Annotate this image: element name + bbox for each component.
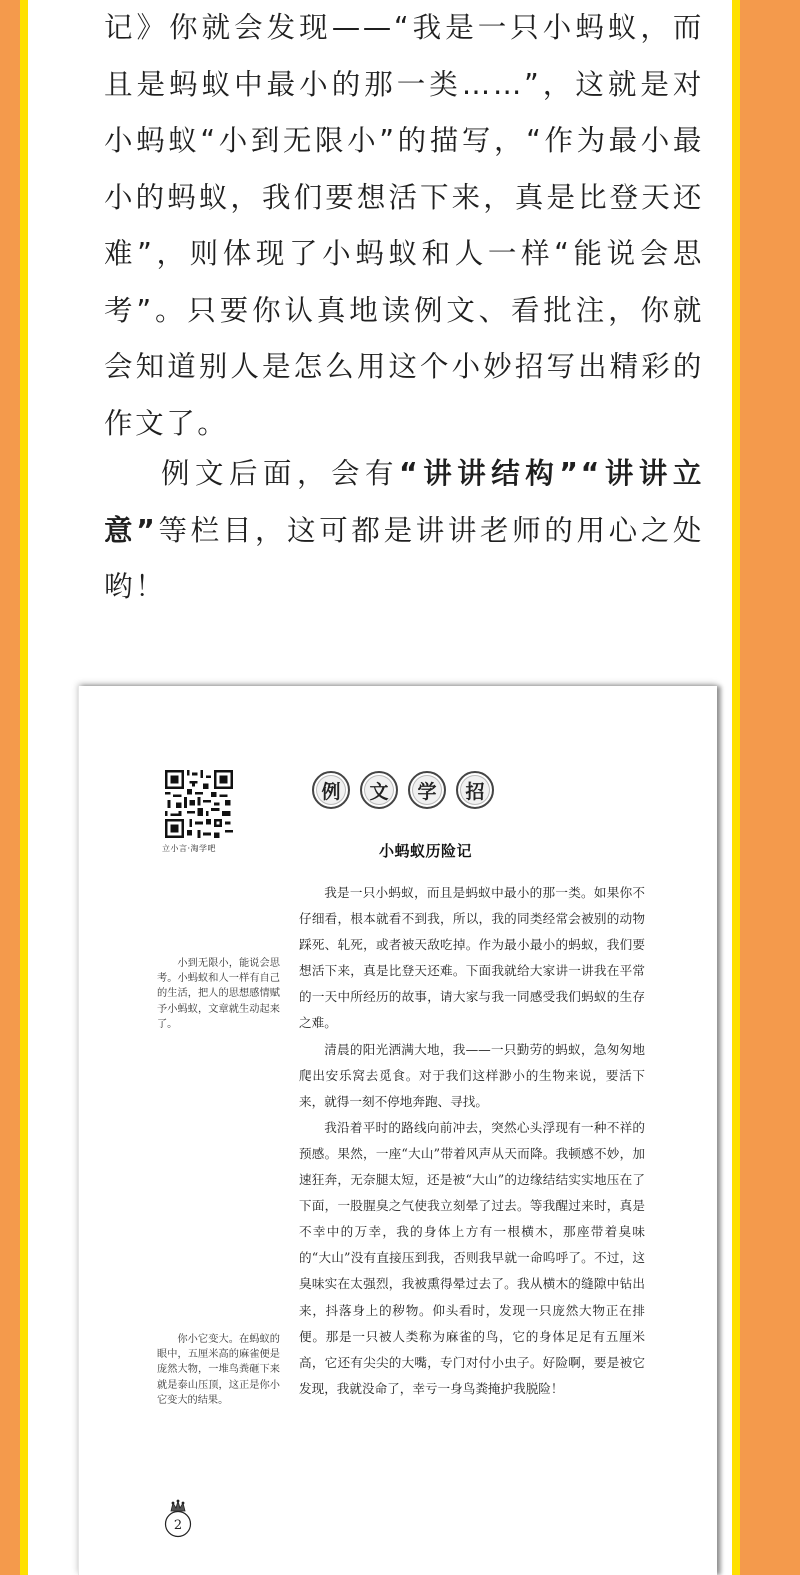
essay-paragraph: 我是一只小蚂蚁，而且是蚂蚁中最小的那一类。如果你不仔细看，根本就看不到我，所以，我的同类经常会被别的动物踩死、轧死，或者被天敌吃掉。作为最小最小的蚂蚁，我们要想活下来，真是比登天还难。下面我就给大家讲一讲我在平常的一天中所经历的故事，请大家与我一同感受我们蚂蚁的生存之难。 (299, 885, 645, 1031)
essay-paragraph: 清晨的阳光洒满大地，我——一只勤劳的蚂蚁，急匆匆地爬出安乐窝去觅食。对于我们这样渺小的生物来说，要活下来，就得一刻不停地奔跑、寻找。 (299, 1041, 645, 1109)
stamp-char: 文 (360, 771, 398, 809)
essay-body (299, 880, 645, 1402)
qr-code-icon (165, 770, 233, 838)
intro-paragraph-2 (104, 446, 704, 616)
qr-caption: 立小言·淘学吧 (162, 844, 217, 853)
book-page-preview (78, 686, 717, 1575)
right-orange-border (740, 0, 800, 1575)
intro-paragraph-1: 记》你就会发现——“我是一只小蚂蚁，而且是蚂蚁中最小的那一类……”，这就是对小蚂蚁“小到无限小”的描写，“作为最小最小的蚂蚁，我们要想活下来，真是比登天还难”，则体现了小蚂蚁和人一样“能说会思考”。只要你认真地读例文、看批注，你就会知道别人是怎么用这个小妙招写出精彩的作文了。 (104, 11, 704, 440)
right-yellow-border (732, 0, 740, 1575)
margin-note: 你小它变大。在蚂蚁的眼中，五厘米高的麻雀便是庞然大物，一堆鸟粪砸下来就是泰山压顶，这正是你小它变大的结果。 (157, 1334, 280, 1406)
stamp-char: 招 (456, 771, 494, 809)
intro-p2-end: 等栏目，这可都是讲讲老师的用心之处哟！ (104, 513, 704, 603)
left-orange-border (0, 0, 20, 1575)
stamp-char: 例 (312, 771, 350, 809)
essay-paragraph: 我沿着平时的路线向前冲去，突然心头浮现有一种不祥的预感。果然，一座“大山”带着风声从天而降。我顿感不妙，加速狂奔，无奈腿太短，还是被“大山”的边缘结结实实地压在了下面，一股腥臭之气使我立刻晕了过去。等我醒过来时，真是不幸中的万幸，我的身体上方有一根横木，那座带着臭味的“大山”没有直接压到我，否则我早就一命呜呼了。不过，这臭味实在太强烈，我被熏得晕过去了。我从横木的缝隙中钻出来，抖落身上的秽物。仰头看时，发现一只庞然大物正在排便。那是一只被人类称为麻雀的鸟，它的身体足足有五厘米高，它还有尖尖的大嘴，专门对付小虫子。好险啊，要是被它发现，我就没命了，幸亏一身鸟粪掩护我脱险！ (299, 1119, 645, 1396)
stamp-char: 学 (408, 771, 446, 809)
margin-note: 小到无限小，能说会思考。小蚂蚁和人一样有自己的生活，把人的思想感情赋予小蚂蚁，文章就生动起来了。 (157, 958, 280, 1030)
left-yellow-border (20, 0, 28, 1575)
essay-title: 小蚂蚁历险记 (379, 842, 473, 860)
page-number: 2 (173, 1518, 183, 1533)
crown-page-number-icon (163, 1497, 193, 1539)
section-header-stamps (312, 771, 494, 809)
column-names-bold: “讲讲结构”“讲讲立意” (104, 457, 704, 547)
intro-p2-start: 例文后面，会有 (161, 457, 400, 490)
